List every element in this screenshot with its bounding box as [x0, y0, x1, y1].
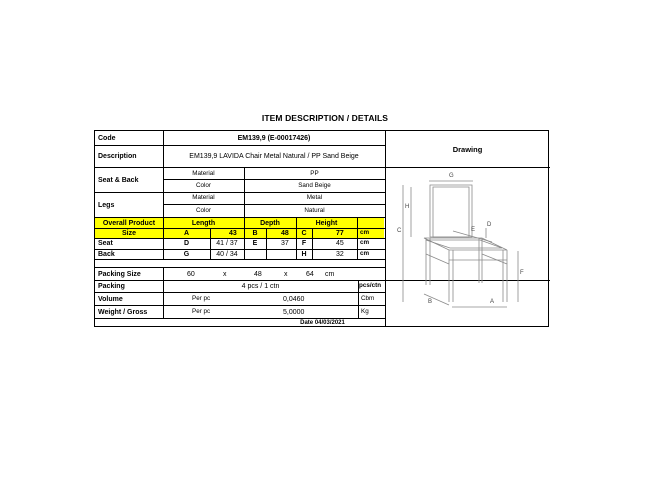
dim-d-label: D	[183, 240, 190, 247]
packing-x1: x	[223, 271, 227, 278]
overall-size-label: Size	[121, 230, 136, 237]
packing-width: 48	[254, 271, 262, 278]
code-value: EM139,9 (E-00017426)	[237, 135, 311, 142]
description-label: Description	[98, 153, 137, 160]
description-value: EM139,9 LAVIDA Chair Metal Natural / PP Sand Beige	[189, 153, 359, 160]
dim-e-marker: E	[471, 227, 476, 233]
packing-length: 60	[187, 271, 195, 278]
legs-material-value: Metal	[306, 194, 323, 201]
dim-c-label: C	[301, 230, 307, 237]
height-header: Height	[315, 220, 338, 227]
dim-d-marker: D	[487, 222, 492, 228]
dim-a-label: A	[183, 230, 190, 237]
seat-label: Seat	[98, 240, 113, 247]
seat-back-material-value: PP	[310, 170, 319, 177]
code-label: Code	[98, 135, 116, 142]
back-unit: cm	[360, 250, 370, 257]
volume-label: Volume	[98, 296, 123, 303]
dim-b-marker: B	[428, 299, 433, 305]
volume-per: Per pc	[192, 295, 211, 302]
drawing-label: Drawing	[452, 145, 483, 154]
packing-height: 64	[306, 271, 314, 278]
item-details-sheet	[94, 130, 549, 327]
packing-value: 4 pcs / 1 ctn	[241, 283, 280, 290]
volume-unit: Cbm	[361, 295, 375, 302]
dim-b-label: B	[252, 230, 258, 237]
packing-unit: pcs/ctn	[359, 282, 382, 289]
dim-c-value: 77	[336, 230, 344, 237]
dim-e-value: 37	[281, 240, 289, 247]
packing-label: Packing	[98, 283, 125, 290]
dim-a-marker: A	[490, 299, 495, 305]
seat-back-material-key: Material	[192, 170, 215, 177]
weight-unit: Kg	[361, 308, 369, 315]
volume-value: 0,0460	[283, 296, 305, 303]
dim-f-label: F	[301, 240, 307, 247]
dim-h-marker: H	[405, 204, 410, 210]
dim-f-value: 45	[336, 240, 344, 247]
dim-g-label: G	[183, 251, 190, 258]
weight-label: Weight / Gross	[98, 309, 148, 316]
date: Date 04/03/2021	[300, 320, 345, 326]
legs-color-value: Natural	[304, 207, 325, 214]
packing-size-label: Packing Size	[98, 271, 141, 278]
seat-unit: cm	[360, 239, 370, 246]
seat-back-color-value: Sand Beige	[298, 182, 331, 189]
dim-a-value: 43	[229, 230, 237, 237]
length-header: Length	[191, 220, 216, 227]
weight-per: Per pc	[192, 308, 211, 315]
overall-unit: cm	[360, 229, 370, 236]
dim-h-value: 32	[336, 251, 344, 258]
dim-e-label: E	[252, 240, 258, 247]
seat-back-color-key: Color	[195, 182, 212, 189]
legs-label: Legs	[98, 202, 115, 209]
weight-value: 5,0000	[283, 309, 305, 316]
seat-back-label: Seat & Back	[98, 177, 139, 184]
overall-label: Overall Product	[102, 220, 156, 227]
dim-g-value: 40 / 34	[216, 251, 238, 258]
dim-h-label: H	[301, 251, 307, 258]
dim-g-marker: G	[449, 173, 454, 179]
dim-b-value: 48	[281, 230, 289, 237]
page-title: ITEM DESCRIPTION / DETAILS	[261, 113, 389, 123]
packing-x2: x	[284, 271, 288, 278]
back-label: Back	[98, 251, 115, 258]
dim-f-marker: F	[520, 270, 524, 276]
chair-drawing	[386, 168, 551, 318]
dim-c-marker: C	[397, 228, 402, 234]
dim-d-value: 41 / 37	[216, 240, 238, 247]
legs-color-key: Color	[195, 207, 212, 214]
depth-header: Depth	[260, 220, 280, 227]
packing-size-unit: cm	[325, 271, 335, 278]
legs-material-key: Material	[192, 194, 215, 201]
